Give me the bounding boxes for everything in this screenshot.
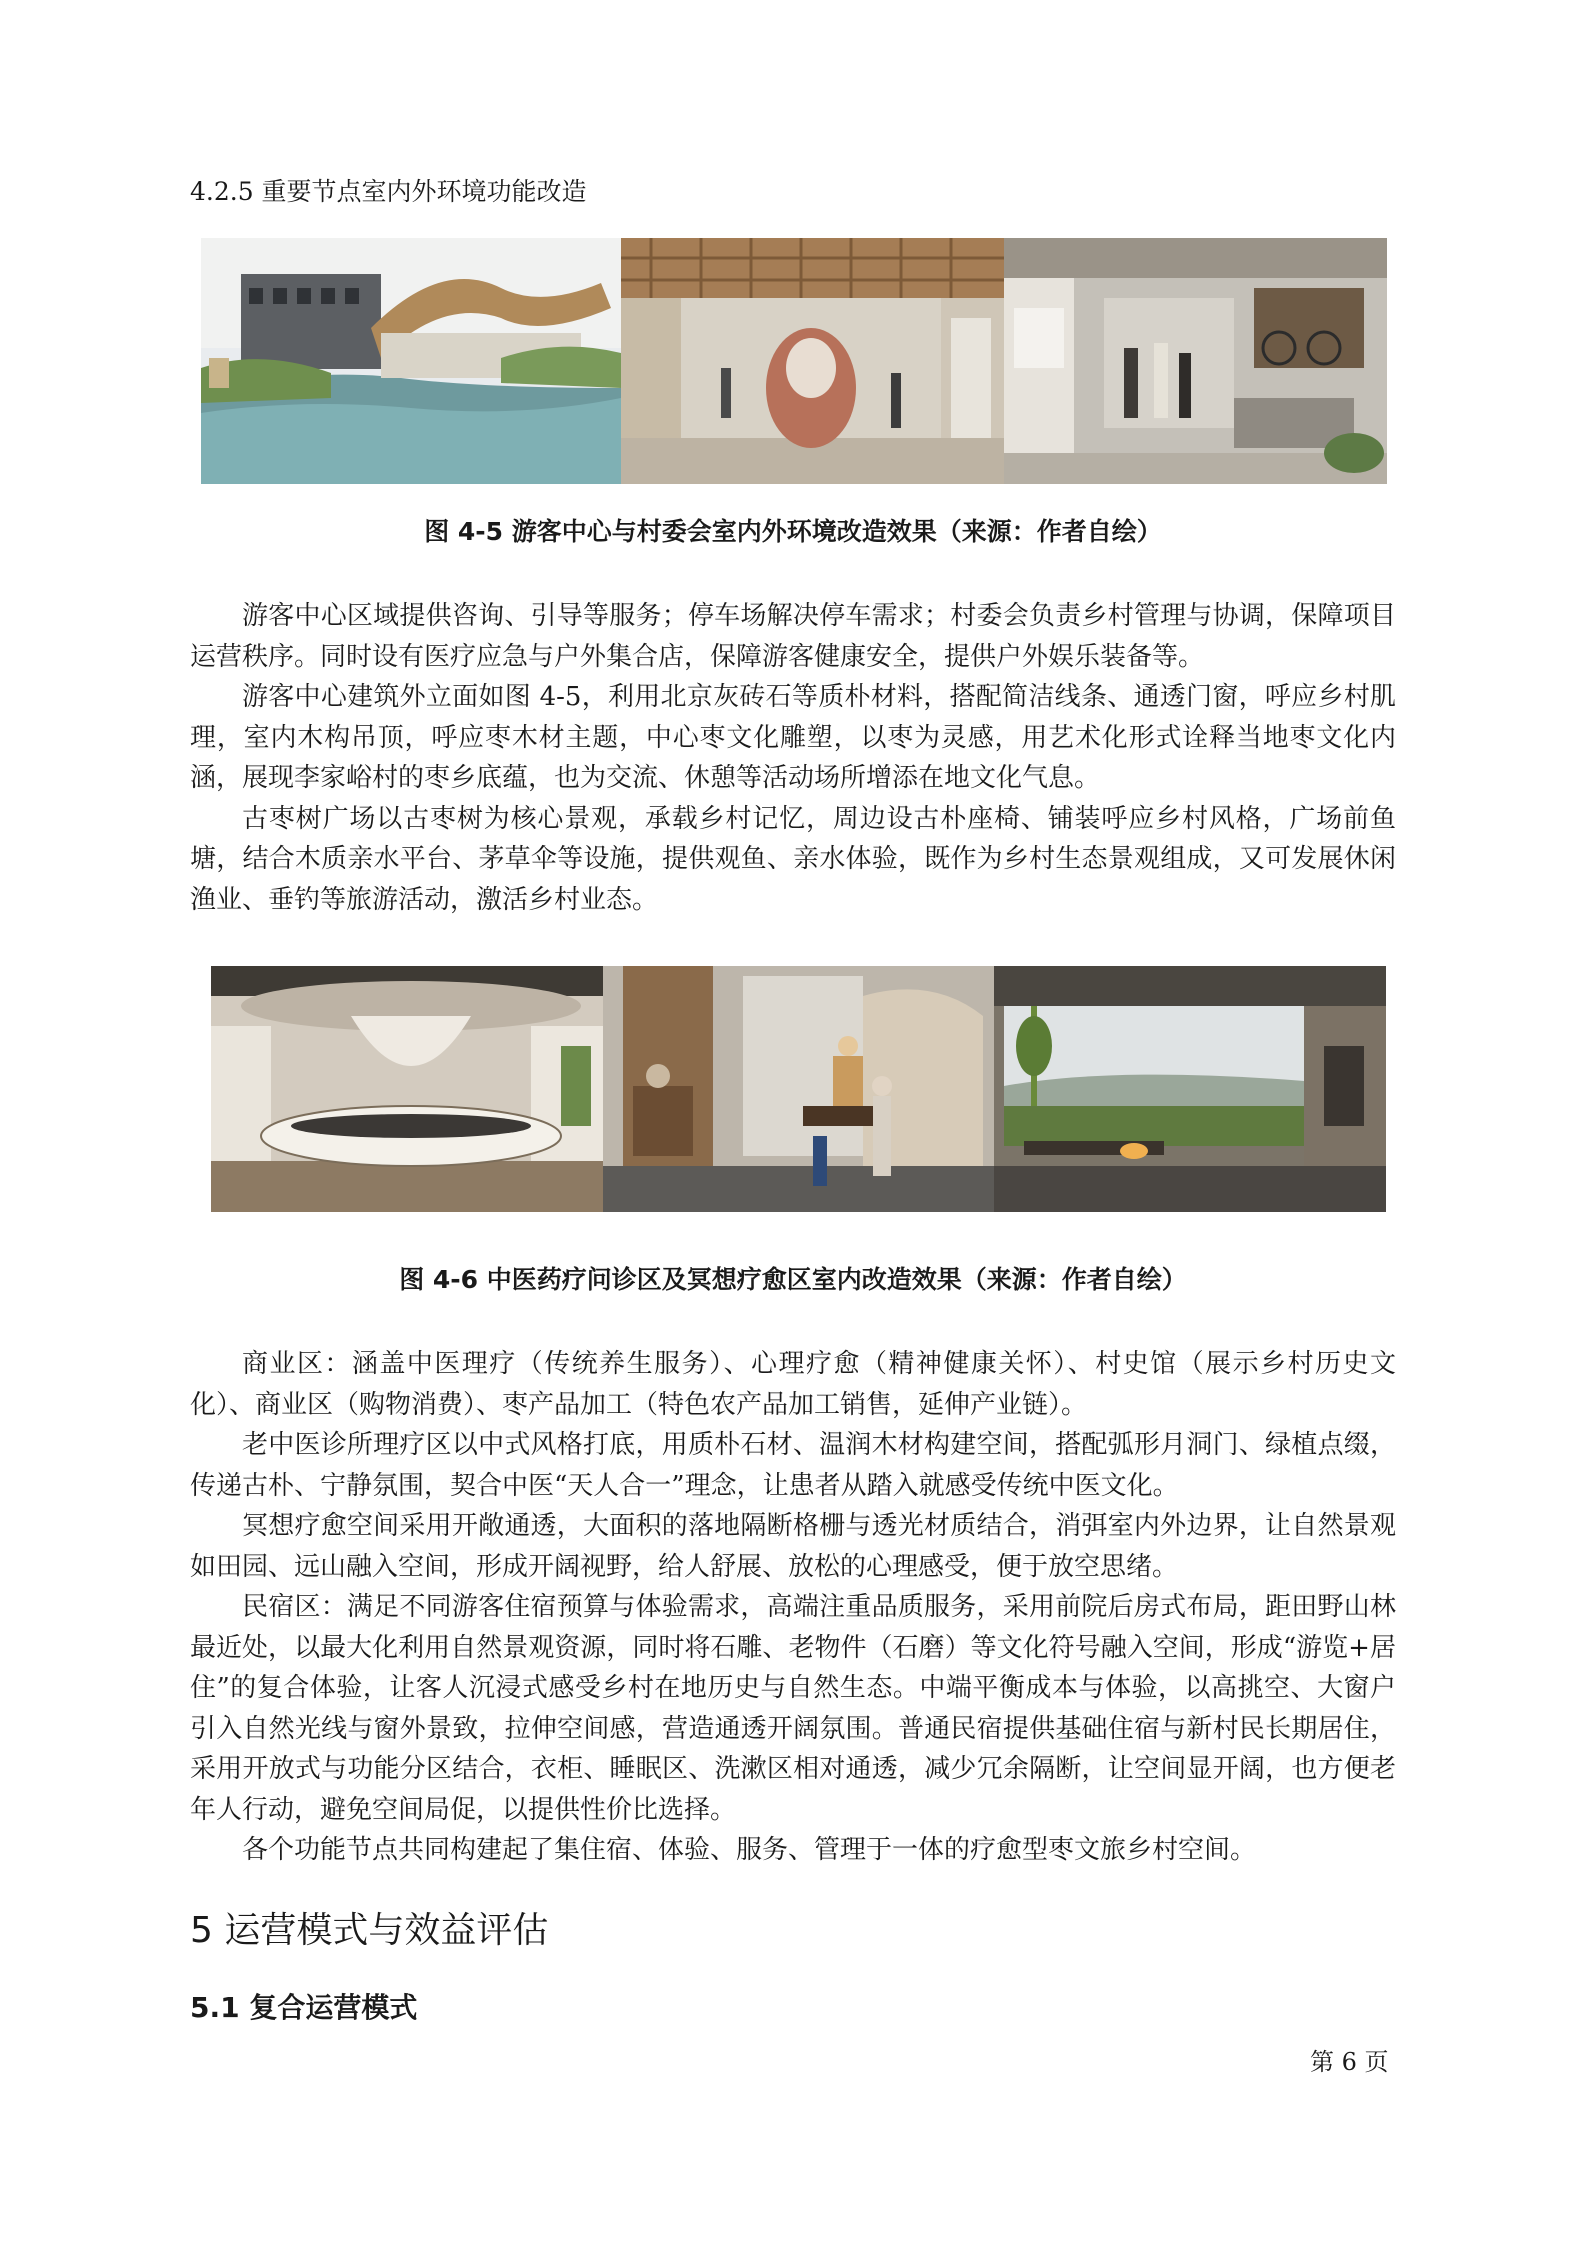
page-number: 第 6 页 <box>1310 2048 1389 2076</box>
paragraph: 民宿区：满足不同游客住宿预算与体验需求，高端注重品质服务，采用前院后房式布局，距田野山林最近处，以最大化利用自然景观资源，同时将石雕、老物件（石磨）等文化符号融入空间，形成“游览+居住”的复合体验，让客人沉浸式感受乡村在地历史与自然生态。中端平衡成本与体验，以高挑空、大窗户引入自然光线与窗外景致，拉伸空间感，营造通透开阔氛围。普通民宿提供基础住宿与新村民长期居住，采用开放式与功能分区结合，衣柜、睡眠区、洗漱区相对通透，减少冗余隔断，让空间显开阔，也方便老年人行动，避免空间局促，以提供性价比选择。 <box>190 1592 1396 1825</box>
body-text-group-2 <box>190 1344 1396 1871</box>
section-heading: 4.2.5 重要节点室内外环境功能改造 <box>190 177 587 206</box>
paragraph: 冥想疗愈空间采用开敞通透，大面积的落地隔断格栅与透光材质结合，消弭室内外边界，让自然景观如田园、远山融入空间，形成开阔视野，给人舒展、放松的心理感受，便于放空思绪。 <box>190 1511 1396 1582</box>
paragraph: 游客中心建筑外立面如图 4-5，利用北京灰砖石等质朴材料，搭配简洁线条、通透门窗，呼应乡村肌理，室内木构吊顶，呼应枣木材主题，中心枣文化雕塑，以枣为灵感，用艺术化形式诠释当地枣文化内涵，展现李家峪村的枣乡底蕴，也为交流、休憩等活动场所增添在地文化气息。 <box>190 682 1396 793</box>
figure-4-5 <box>201 238 1387 484</box>
paragraph: 古枣树广场以古枣树为核心景观，承载乡村记忆，周边设古朴座椅、铺装呼应乡村风格，广场前鱼塘，结合木质亲水平台、茅草伞等设施，提供观鱼、亲水体验，既作为乡村生态景观组成，又可发展休闲渔业、垂钓等旅游活动，激活乡村业态。 <box>190 803 1396 915</box>
figure-4-6-caption: 图 4-6 中医药疗问诊区及冥想疗愈区室内改造效果（来源：作者自绘） <box>399 1265 1187 1294</box>
paragraph: 商业区：涵盖中医理疗（传统养生服务）、心理疗愈（精神健康关怀）、村史馆（展示乡村历史文化）、商业区（购物消费）、枣产品加工（特色农产品加工销售，延伸产业链）。 <box>190 1349 1396 1420</box>
tcm-clinic-image <box>603 966 994 1212</box>
paragraph: 老中医诊所理疗区以中式风格打底，用质朴石材、温润木材构建空间，搭配弧形月洞门、绿植点缀，传递古朴、宁静氛围，契合中医“天人合一”理念，让患者从踏入就感受传统中医文化。 <box>190 1430 1396 1501</box>
section-5-1-heading: 5.1 复合运营模式 <box>190 1991 418 2024</box>
village-committee-interior-image <box>1004 238 1387 484</box>
chapter-5-heading: 5 运营模式与效益评估 <box>190 1910 549 1951</box>
visitor-center-interior-image <box>621 238 1004 484</box>
meditation-hall-image <box>211 966 603 1212</box>
figure-4-5-caption: 图 4-5 游客中心与村委会室内外环境改造效果（来源：作者自绘） <box>424 517 1162 546</box>
figure-4-6 <box>211 966 1386 1212</box>
paragraph: 各个功能节点共同构建起了集住宿、体验、服务、管理于一体的疗愈型枣文旅乡村空间。 <box>242 1835 1257 1865</box>
visitor-center-exterior-image <box>201 238 621 484</box>
healing-room-image <box>994 966 1386 1212</box>
body-text-group-1 <box>190 596 1396 920</box>
paragraph: 游客中心区域提供咨询、引导等服务；停车场解决停车需求；村委会负责乡村管理与协调，保障项目运营秩序。同时设有医疗应急与户外集合店，保障游客健康安全，提供户外娱乐装备等。 <box>190 601 1396 672</box>
